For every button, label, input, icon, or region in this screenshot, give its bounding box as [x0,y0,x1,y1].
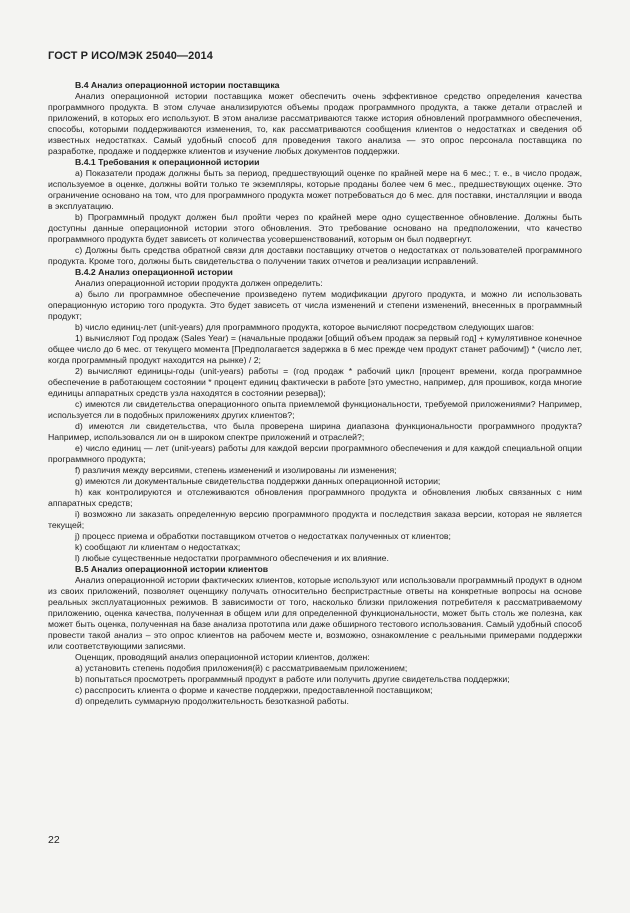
paragraph: Оценщик, проводящий анализ операционной истории клиентов, должен: [75,652,370,662]
paragraph: d) имеются ли свидетельства, что была проверена ширина диапазона функциональности программного продукта? Например, использовался ли он в широком спектре приложений и отраслей?; [48,421,582,442]
paragraph: f) различия между версиями, степень изменений и изолированы ли изменения; [75,465,397,475]
paragraph: b) попытаться просмотреть программный продукт в работе или получить другие свидетельства поддержки; [75,674,510,684]
paragraph: i) возможно ли заказать определенную версию программного продукта и последствия заказа версии, которая не является текущей; [48,509,582,530]
paragraph: c) Должны быть средства обратной связи для доставки поставщику отчетов о недостатках от пользователей программного продукта. Кроме того, должны быть свидетельства о получении таких отчетов и реализации исправлений. [48,245,582,266]
paragraph: Анализ операционной истории фактических клиентов, которые используют или использовали программный продукт в одном из своих приложений, позволяет оценщику получать относительно беспристрастные ответы на конкретные вопросы на основе реальных эксплуатационных режимов. В зависимости от того, насколько близки приложения потребителя к рассматриваемому приложению, оценка качества, полученная в общем или для определенной функциональности, может быть столь же полезна, как может быть оценка, полученная на базе анализа прототипа или даже обширного тестового использования. Самый удобный способ провести такой анализ – это опрос клиентов на рабочем месте и, возможно, ознакомление с реальными примерами поддержки или соответствующими записями. [48,575,582,651]
paragraph: g) имеются ли документальные свидетельства поддержки данных операционной истории; [75,476,441,486]
paragraph: b) Программный продукт должен был пройти через по крайней мере одно существенное обновление. Должны быть доступны данные операционной истории этого обновления. Это требование основано на предположении, что качество программного продукта будет зависеть от количества усовершенствований, которым он был подвергнут. [48,212,582,244]
page-number: 22 [48,834,60,846]
paragraph: b) число единиц-лет (unit-years) для программного продукта, которое вычисляют посредством следующих шагов: [75,322,535,332]
paragraph: a) установить степень подобия приложения(й) с рассматриваемым приложением; [75,663,408,673]
paragraph: j) процесс приема и обработки поставщиком отчетов о недостатках полученных от клиентов; [75,531,451,541]
document-body [48,80,582,707]
paragraph: h) как контролируются и отслеживаются обновления программного продукта и обновления любых связанных с ним аппаратных средств; [48,487,582,508]
document-header: ГОСТ Р ИСО/МЭК 25040—2014 [48,50,213,62]
paragraph: d) определить суммарную продолжительность безотказной работы. [75,696,349,706]
section-heading: В.4.1 Требования к операционной истории [75,157,260,167]
paragraph: c) имеются ли свидетельства операционного опыта приемлемой функциональности, требуемой приложениями? Например, используется ли в подобных приложениях других клиентов?; [48,399,582,420]
section-heading: В.5 Анализ операционной истории клиентов [75,564,269,574]
paragraph: c) расспросить клиента о форме и качестве поддержки, предоставленной поставщиком; [75,685,433,695]
paragraph: 1) вычисляют Год продаж (Sales Year) = (начальные продажи [общий объем продаж за первый год] + кумулятивное конечное общее число до 6 мес. от текущего момента [Предполагается задержка в 6 мес прежде чем продукт станет рабочим]) * (число лет, когда программный продукт находится на рынке) / 2; [48,333,582,365]
paragraph: a) Показатели продаж должны быть за период, предшествующий оценке по крайней мере на 6 мес.; т. е., в число продаж, используемое в оценке, должны войти только те экземпляры, которые проданы более чем 6 мес., предшествующих оценке. Это ограничение основано на том, что для программного продукта может потребоваться до 6 мес. для поставки, инсталляции и ввода в эксплуатацию. [48,168,582,211]
paragraph: Анализ операционной истории поставщика может обеспечить очень эффективное средство определения качества программного продукта. В этом случае анализируются объемы продаж программного продукта, а также детали отраслей и приложений, в которых его используют. В этом анализе рассматриваются также история обновлений программного обеспечения, способы, которыми поддерживаются изменения, то, как рассматриваются сообщения клиентов о недостатках и сведения об известных недостатках. Самый удобный способ для проведения такого анализа — это опрос персонала поставщика по разработке, продаже и поддержке клиентов и изучение любых документов поддержки. [48,91,582,156]
paragraph: a) было ли программное обеспечение произведено путем модификации другого продукта, и можно ли использовать операционную историю того продукта. Это будет зависеть от числа изменений и степени изменений, внесенных в программный продукт; [48,289,582,321]
paragraph: Анализ операционной истории продукта должен определить: [75,278,323,288]
paragraph: k) сообщают ли клиентам о недостатках; [75,542,241,552]
paragraph: l) любые существенные недостатки программного обеспечения и их влияние. [75,553,389,563]
paragraph: 2) вычисляют единицы-годы (unit-years) работы = (год продаж * рабочий цикл [процент времени, когда программное обеспечение в работающем состоянии * процент единиц фактически в работе [это уместно, например, для прошивок, когда многие единицы аппаратных средств узла находятся в состоянии резерва]); [48,366,582,398]
section-heading: В.4 Анализ операционной истории поставщика [75,80,280,90]
section-heading: В.4.2 Анализ операционной истории [75,267,233,277]
paragraph: e) число единиц — лет (unit-years) работы для каждой версии программного обеспечения и для каждой специальной опции программного продукта; [48,443,582,464]
